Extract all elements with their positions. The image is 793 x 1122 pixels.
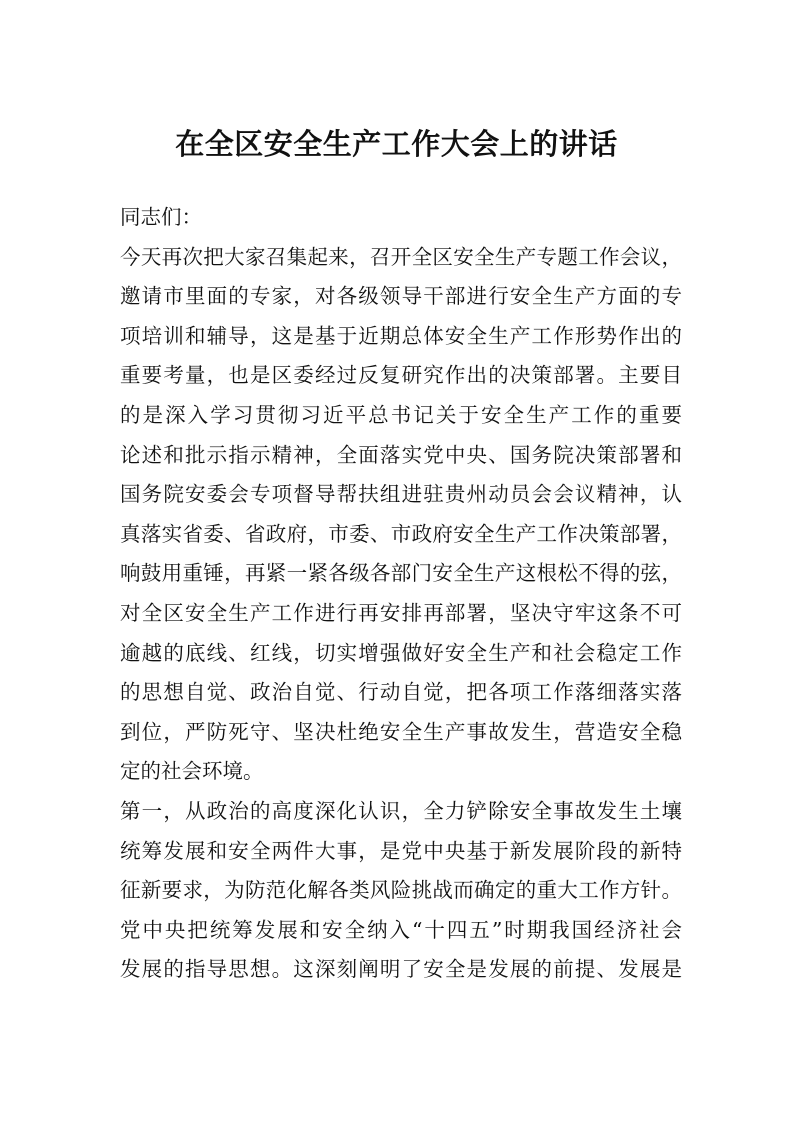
paragraph-line: 逾越的底线、红线，切实增强做好安全生产和社会稳定工作 <box>120 640 682 665</box>
paragraph-line: 项培训和辅导，这是基于近期总体安全生产工作形势作出的 <box>120 323 682 348</box>
paragraph-line: 国务院安委会专项督导帮扶组进驻贵州动员会会议精神，认 <box>120 482 682 507</box>
paragraph-line: 真落实省委、省政府，市委、市政府安全生产工作决策部署， <box>120 521 682 546</box>
salutation: 同志们： <box>120 205 202 229</box>
paragraph-2 <box>120 832 682 990</box>
paragraph-line: 征新要求，为防范化解各类风险挑战而确定的重大工作方针。 <box>120 878 682 903</box>
paragraph-line: 今天再次把大家召集起来，召开全区安全生产专题工作会议， <box>120 244 682 269</box>
document-body <box>120 198 682 990</box>
paragraph-line: 重要考量，也是区委经过反复研究作出的决策部署。主要目 <box>120 363 682 388</box>
paragraph-line: 党中央把统筹发展和安全纳入“十四五”时期我国经济社会 <box>120 917 682 942</box>
paragraph-line: 到位，严防死守、坚决杜绝安全生产事故发生，营造安全稳 <box>120 719 682 744</box>
paragraph-line: 响鼓用重锤，再紧一紧各级各部门安全生产这根松不得的弦， <box>120 561 682 586</box>
paragraph-line: 定的社会环境。 <box>120 759 264 784</box>
document-title: 在全区安全生产工作大会上的讲话 <box>175 127 618 161</box>
paragraph-line: 对全区安全生产工作进行再安排再部署，坚决守牢这条不可 <box>120 600 682 625</box>
paragraph-line: 统筹发展和安全两件大事，是党中央基于新发展阶段的新特 <box>120 838 682 863</box>
paragraph-1 <box>120 238 682 792</box>
paragraph-line: 的是深入学习贯彻习近平总书记关于安全生产工作的重要 <box>120 402 682 427</box>
paragraph-line: 邀请市里面的专家，对各级领导干部进行安全生产方面的专 <box>120 284 682 309</box>
section-heading: 第一，从政治的高度深化认识，全力铲除安全事故发生土壤 <box>120 798 682 823</box>
paragraph-line: 论述和批示指示精神，全面落实党中央、国务院决策部署和 <box>120 442 682 467</box>
paragraph-line: 发展的指导思想。这深刻阐明了安全是发展的前提、发展是 <box>120 957 682 982</box>
paragraph-line: 的思想自觉、政治自觉、行动自觉，把各项工作落细落实落 <box>120 680 682 705</box>
